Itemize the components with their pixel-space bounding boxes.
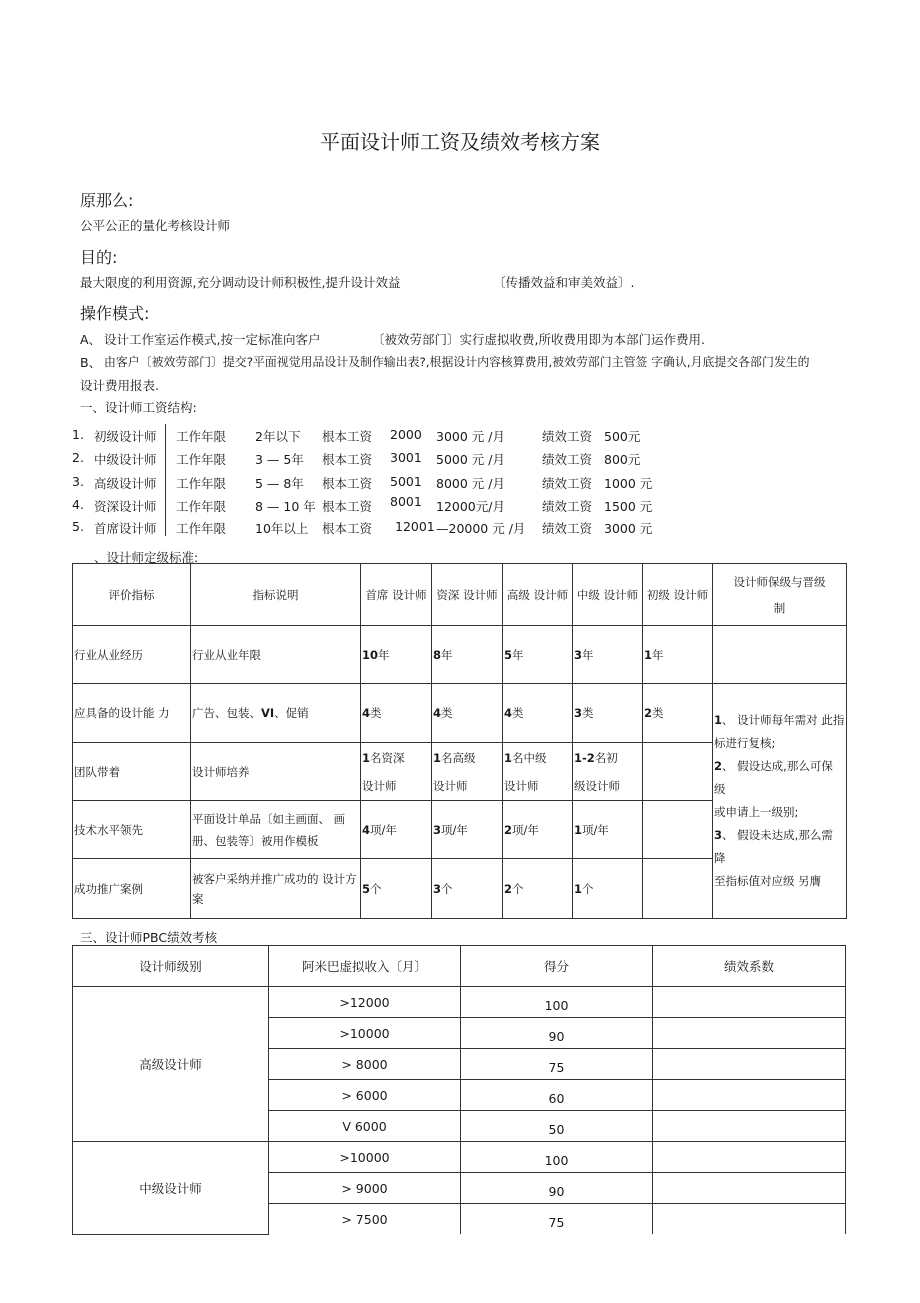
- salary-heading: 一、设计师工资结构:: [80, 400, 197, 415]
- purpose-heading: 目的:: [80, 248, 118, 267]
- salary-num: 4.: [72, 497, 84, 512]
- pbc-score-cell: 75: [461, 1204, 653, 1235]
- operation-b-text-2: 设计费用报表.: [80, 378, 159, 393]
- header-cell-advanced: 高级 设计师: [503, 564, 573, 626]
- grading-table: [72, 563, 847, 919]
- value-cell: 2个: [503, 859, 573, 919]
- value-cell: 1名中级 设计师: [503, 743, 573, 801]
- pbc-coefficient-cell: [653, 1142, 846, 1173]
- salary-base-label: 根本工资: [322, 476, 373, 491]
- value-cell: 4项/年: [361, 801, 432, 859]
- salary-years: 3 — 5年: [255, 452, 304, 467]
- empty-cell: [643, 801, 713, 859]
- description-cell: 行业从业年限: [191, 626, 361, 684]
- value-cell: 2类: [643, 684, 713, 743]
- table-row: [73, 987, 846, 1018]
- salary-level: 高级设计师: [94, 476, 157, 491]
- pbc-score-cell: 50: [461, 1111, 653, 1142]
- pbc-header-cell: 绩效系数: [653, 946, 846, 987]
- header-cell-description: 指标说明: [191, 564, 361, 626]
- salary-perf-label: 绩效工资: [542, 521, 593, 536]
- salary-perf-label: 绩效工资: [542, 452, 593, 467]
- empty-cell: [643, 859, 713, 919]
- salary-num: 3.: [72, 474, 84, 489]
- salary-level: 首席设计师: [94, 521, 157, 536]
- salary-years: 10年以上: [255, 521, 309, 536]
- salary-base-max: 12000元/月: [436, 499, 505, 514]
- salary-level: 中级设计师: [94, 452, 157, 467]
- table-row: [73, 1142, 846, 1173]
- value-cell: 10年: [361, 626, 432, 684]
- pbc-income-cell: >10000: [269, 1142, 461, 1173]
- salary-perf: 1500 元: [604, 499, 653, 514]
- value-cell: 1项/年: [573, 801, 643, 859]
- salary-base-max: 5000 元 /月: [436, 452, 505, 467]
- value-cell: 3类: [573, 684, 643, 743]
- salary-perf-label: 绩效工资: [542, 499, 593, 514]
- header-rules-line2: 制: [773, 600, 786, 615]
- pbc-coefficient-cell: [653, 1018, 846, 1049]
- indicator-cell: 成功推广案例: [73, 859, 191, 919]
- pbc-score-cell: 90: [461, 1018, 653, 1049]
- operation-a-text-2: 〔被效劳部门〕实行虚拟收费,所收费用即为本部门运作费用.: [372, 332, 705, 347]
- salary-base-label: 根本工资: [322, 499, 373, 514]
- salary-perf: 800元: [604, 452, 641, 467]
- salary-label: 工作年限: [176, 499, 227, 514]
- value-cell: 8年: [432, 626, 503, 684]
- salary-divider: [165, 424, 166, 536]
- rule-line: 1、 设计师每年需对 此指: [714, 713, 845, 727]
- salary-years: 8 — 10 年: [255, 499, 316, 514]
- pbc-score-cell: 90: [461, 1173, 653, 1204]
- salary-perf-label: 绩效工资: [542, 476, 593, 491]
- pbc-score-cell: 100: [461, 1142, 653, 1173]
- rule-line: 2、 假设达成,那么可保 级: [714, 759, 833, 796]
- salary-num: 2.: [72, 450, 84, 465]
- pbc-income-cell: >10000: [269, 1018, 461, 1049]
- header-cell-rules: [713, 564, 847, 626]
- salary-label: 工作年限: [176, 452, 227, 467]
- indicator-cell: 应具备的设计能 力: [73, 684, 191, 743]
- salary-base-max: 8000 元 /月: [436, 476, 505, 491]
- salary-num: 5.: [72, 519, 84, 534]
- pbc-income-cell: > 7500: [269, 1204, 461, 1235]
- pbc-header-cell: 设计师级别: [73, 946, 269, 987]
- rule-line: 标进行复核;: [714, 736, 776, 750]
- value-cell: 1年: [643, 626, 713, 684]
- principle-heading: 原那么:: [80, 191, 134, 210]
- salary-years: 5 — 8年: [255, 476, 304, 491]
- value-cell: 1名资深 设计师: [361, 743, 432, 801]
- value-cell: 4类: [361, 684, 432, 743]
- pbc-income-cell: V 6000: [269, 1111, 461, 1142]
- principle-text: 公平公正的量化考核设计师: [80, 218, 231, 233]
- salary-base-min: 8001: [390, 494, 422, 509]
- salary-years: 2年以下: [255, 429, 301, 444]
- salary-base-max: 3000 元 /月: [436, 429, 505, 444]
- description-cell: 设计师培养: [191, 743, 361, 801]
- rule-line: 3、 假设未达成,那么需 降: [714, 828, 833, 865]
- pbc-heading: 三、设计师PBC绩效考核: [80, 930, 218, 945]
- pbc-header-cell: 阿米巴虚拟收入〔月〕: [269, 946, 461, 987]
- salary-base-min: 2000: [390, 427, 422, 442]
- pbc-income-cell: > 8000: [269, 1049, 461, 1080]
- table-row: [73, 684, 847, 743]
- pbc-level-cell: 中级设计师: [73, 1142, 269, 1235]
- salary-perf: 1000 元: [604, 476, 653, 491]
- value-cell: 3年: [573, 626, 643, 684]
- value-cell: 2项/年: [503, 801, 573, 859]
- value-cell: 4类: [432, 684, 503, 743]
- pbc-coefficient-cell: [653, 1111, 846, 1142]
- value-cell: 3个: [432, 859, 503, 919]
- salary-base-min: 12001: [395, 519, 435, 534]
- page-title: 平面设计师工资及绩效考核方案: [320, 130, 600, 154]
- salary-label: 工作年限: [176, 429, 227, 444]
- header-cell-indicator: 评价指标: [73, 564, 191, 626]
- grading-rules-cell: [713, 684, 847, 919]
- salary-base-max: —20000 元 /月: [436, 521, 526, 536]
- value-cell: 5年: [503, 626, 573, 684]
- value-cell: 4类: [503, 684, 573, 743]
- salary-level: 初级设计师: [94, 429, 157, 444]
- header-cell-senior: 资深 设计师: [432, 564, 503, 626]
- value-cell: 1个: [573, 859, 643, 919]
- salary-base-min: 5001: [390, 474, 422, 489]
- operation-a-text: 设计工作室运作模式,按一定标准向客户: [104, 332, 321, 347]
- pbc-table: [72, 945, 846, 1235]
- header-cell-intermediate: 中级 设计师: [573, 564, 643, 626]
- operation-b-label: B、: [80, 355, 102, 370]
- pbc-score-cell: 75: [461, 1049, 653, 1080]
- rule-line: 或申请上一级别;: [714, 805, 799, 819]
- operation-b-text: 由客户〔被效劳部门〕提交?平面视觉用品设计及制作输出表?,根据设计内容核算费用,被效劳部门主管签 字确认,月底提交各部门发生的: [104, 355, 810, 369]
- salary-perf: 3000 元: [604, 521, 653, 536]
- salary-label: 工作年限: [176, 521, 227, 536]
- grading-heading: 、设计师定级标准:: [94, 550, 199, 565]
- pbc-header-cell: 得分: [461, 946, 653, 987]
- value-cell: 1-2名初 级设计师: [573, 743, 643, 801]
- pbc-coefficient-cell: [653, 1173, 846, 1204]
- pbc-score-cell: 100: [461, 987, 653, 1018]
- salary-perf: 500元: [604, 429, 641, 444]
- pbc-coefficient-cell: [653, 1204, 846, 1235]
- pbc-coefficient-cell: [653, 1049, 846, 1080]
- pbc-income-cell: > 6000: [269, 1080, 461, 1111]
- pbc-coefficient-cell: [653, 987, 846, 1018]
- header-cell-junior: 初级 设计师: [643, 564, 713, 626]
- salary-base-label: 根本工资: [322, 521, 373, 536]
- pbc-income-cell: > 9000: [269, 1173, 461, 1204]
- description-cell: 平面设计单品〔如主画面、 画 册、包装等〕被用作模板: [191, 801, 361, 859]
- indicator-cell: 行业从业经历: [73, 626, 191, 684]
- salary-base-label: 根本工资: [322, 429, 373, 444]
- pbc-income-cell: >12000: [269, 987, 461, 1018]
- empty-cell: [713, 626, 847, 684]
- value-cell: 3项/年: [432, 801, 503, 859]
- pbc-level-cell: 高级设计师: [73, 987, 269, 1142]
- operation-heading: 操作模式:: [80, 304, 150, 323]
- salary-perf-label: 绩效工资: [542, 429, 593, 444]
- indicator-cell: 技术水平领先: [73, 801, 191, 859]
- purpose-text: 最大限度的利用资源,充分调动设计师积极性,提升设计效益: [80, 275, 401, 290]
- description-cell: 被客户采纳并推广成功的 设计方 案: [191, 859, 361, 919]
- salary-base-min: 3001: [390, 450, 422, 465]
- pbc-coefficient-cell: [653, 1080, 846, 1111]
- header-rules-line1: 设计师保级与晋级: [733, 574, 826, 589]
- empty-cell: [643, 743, 713, 801]
- rule-line: 至指标值对应级 另膺: [714, 874, 822, 888]
- description-cell: 广告、包装、VI、促销: [191, 684, 361, 743]
- operation-a-label: A、: [80, 332, 102, 347]
- table-row: [73, 626, 847, 684]
- salary-level: 资深设计师: [94, 499, 157, 514]
- indicator-cell: 团队带着: [73, 743, 191, 801]
- salary-label: 工作年限: [176, 476, 227, 491]
- salary-base-label: 根本工资: [322, 452, 373, 467]
- salary-num: 1.: [72, 427, 84, 442]
- pbc-score-cell: 60: [461, 1080, 653, 1111]
- value-cell: 1名高级 设计师: [432, 743, 503, 801]
- value-cell: 5个: [361, 859, 432, 919]
- purpose-text-note: 〔传播效益和审美效益〕.: [493, 275, 635, 290]
- header-cell-chief: 首席 设计师: [361, 564, 432, 626]
